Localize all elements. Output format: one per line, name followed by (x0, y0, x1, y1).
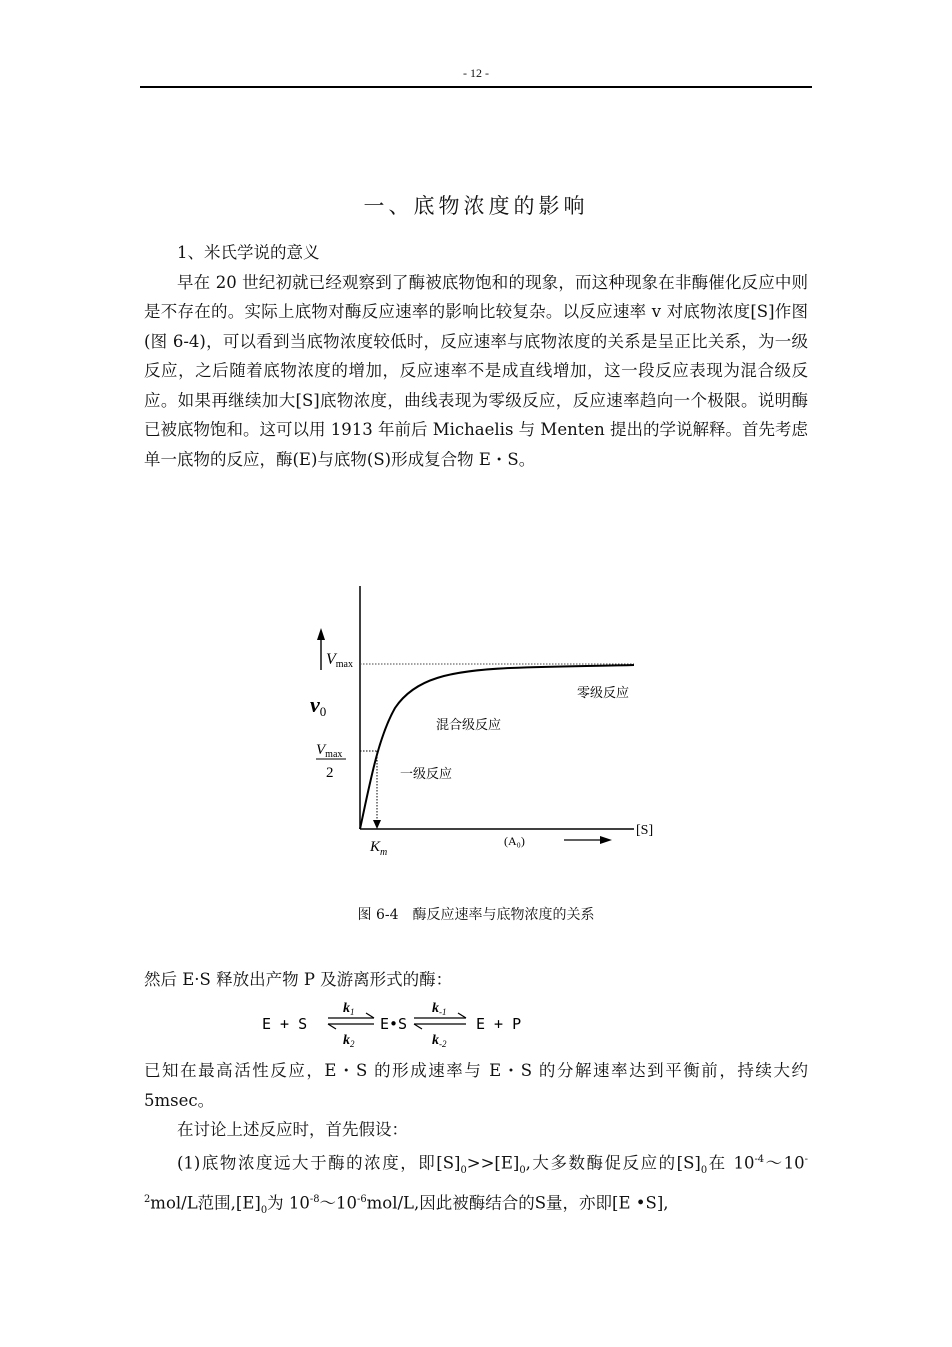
michaelis-menten-figure (290, 578, 654, 870)
mixed-order-label: 混合级反应 (436, 718, 502, 733)
subheading: 1、米氏学说的意义 (177, 243, 320, 262)
equation-rhs: E + P (476, 1015, 522, 1033)
km-arrowhead (373, 820, 381, 829)
section-title: 一、底物浓度的影响 (363, 194, 589, 218)
paragraph-2: 已知在最高活性反应，E・S 的形成速率与 E・S 的分解速率达到平衡前，持续大约 5msec。 (144, 1061, 808, 1110)
equation-lhs: E + S (262, 1015, 308, 1033)
intro-block (144, 238, 808, 474)
reaction-equation (262, 996, 562, 1056)
paragraph-4: (1)底物浓度远大于酶的浓度，即$[S]_0>>[E]_0$,大多数酶促反应的$[S]_0$在 $10^{-4}\sim 10^{-2}mol/L$范围$,[E]_0$为 $10^{-8}\sim 10^{-6}mol/L$,因此被酶结合的S量，亦即[E •S], (144, 1153, 808, 1216)
first-order-label: 一级反应 (400, 767, 453, 782)
km-label: $K_m$ (370, 839, 388, 858)
k-minus2-label: $k_{-2}$ (432, 1033, 447, 1049)
vmax-label: Vmax (326, 651, 353, 670)
equation-mid: E•S (380, 1015, 408, 1033)
velocity-arrowhead (317, 628, 325, 640)
assumptions-block (144, 1056, 808, 1225)
lead-text: 然后 E·S 释放出产物 P 及游离形式的酶： (144, 970, 453, 989)
paragraph-3: 在讨论上述反应时，首先假设： (177, 1120, 408, 1139)
figure-caption: 图 6-4 酶反应速率与底物浓度的关系 (357, 907, 595, 923)
lead-text-block (144, 965, 808, 995)
zero-order-label: 零级反应 (577, 686, 630, 701)
header-rule (140, 86, 812, 88)
a0-label: (A₀) (504, 834, 525, 848)
substrate-arrowhead (600, 836, 612, 844)
v0-label: v0 (310, 692, 327, 719)
substrate-axis-label: [S] (636, 823, 654, 838)
page-number: - 12 - (463, 66, 489, 80)
half-vmax-numerator: $V_{max}$ (316, 742, 343, 760)
k-minus1-label: $k_{-1}$ (432, 1001, 447, 1017)
paragraph-1: 早在 20 世纪初就已经观察到了酶被底物饱和的现象，而这种现象在非酶催化反应中则是不存在的。实际上底物对酶反应速率的影响比较复杂。以反应速率 v 对底物浓度[S]作图(图 6-4)，可以看到当底物浓度较低时，反应速率与底物浓度的关系是呈正比关系，为一级反应，之后随着底物浓度的增加，反应速率不是成直线增加，这一段反应表现为混合级反应。如果再继续加大[S]底物浓度，曲线表现为零级反应，反应速率趋向一个极限。说明酶已被底物饱和。这可以用 1913 年前后 Michaelis 与 Menten 提出的学说解释。首先考虑单一底物的反应，酶(E)与底物(S)形成复合物 E・S。 (144, 272, 808, 469)
half-vmax-denominator: 2 (326, 765, 334, 781)
k2-label: $k_2$ (343, 1033, 355, 1049)
k1-label: $k_1$ (343, 1001, 355, 1017)
